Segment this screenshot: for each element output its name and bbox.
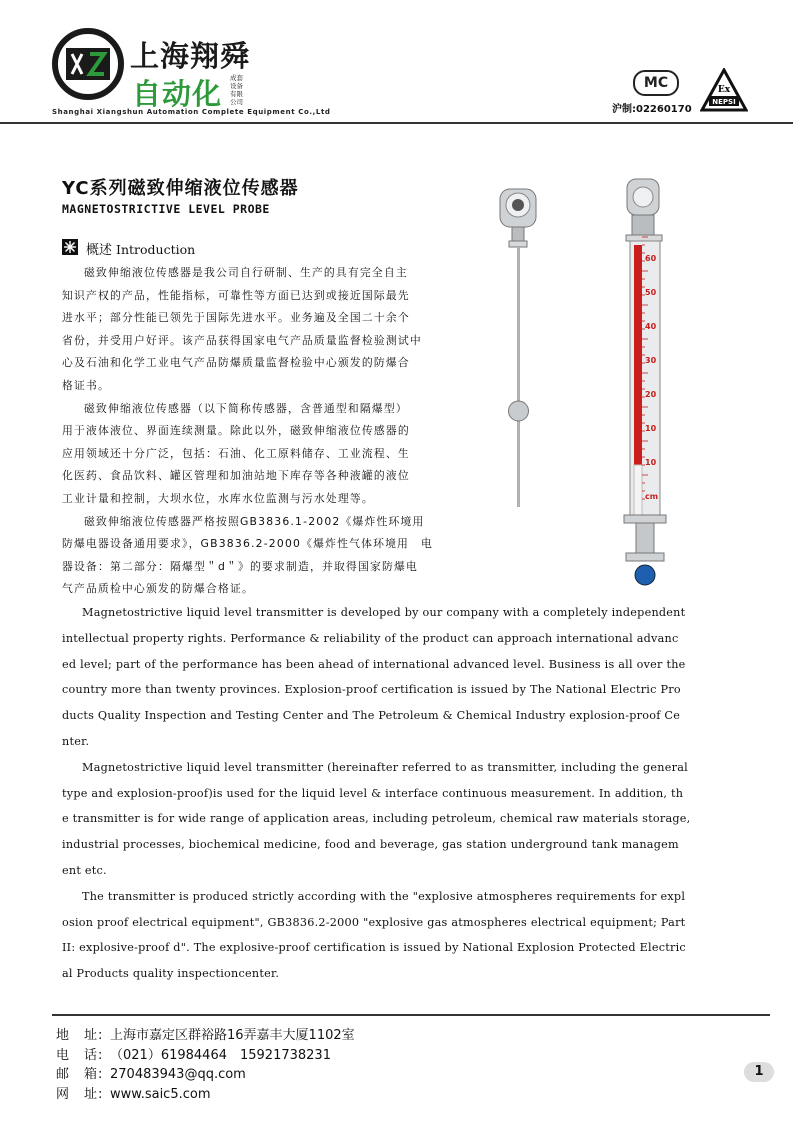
contact-info — [56, 1026, 355, 1104]
gauge-scale-label: 50 — [645, 288, 657, 297]
brand-suffix: 成套 设备 有限 公司 — [230, 74, 243, 106]
magnetic-level-gauge-illustration — [624, 179, 666, 585]
product-title-cn: YC系列磁致伸缩液位传感器 — [62, 178, 299, 199]
brand-english-name: Shanghai Xiangshun Automation Complete Equipment Co.,Ltd — [52, 108, 331, 116]
gauge-scale-label: cm — [645, 492, 659, 501]
ex-nepsi-badge-icon — [700, 68, 748, 112]
intro-text-cn — [62, 262, 442, 601]
company-logo-icon — [52, 28, 124, 100]
header-divider — [0, 122, 793, 124]
en-paragraph-1: Magnetostrictive liquid level transmitter is developed by our company with a completely independent intellectual property rights. Performance & reliability of the product can approach international advanc ed level; part of the performance has been ahead of international advanced level. Business is all over the country more than twenty provinces. Explosion-proof certification is issued by The National Electric Pro ducts Quality Inspection and Testing Center and The Petroleum & Chemical Industry explosion-proof Ce nter. — [62, 606, 686, 748]
gauge-scale-label: 20 — [645, 390, 657, 399]
brand-name-bottom: 自动化 — [132, 77, 223, 111]
footer-divider — [52, 1014, 770, 1016]
cn-paragraph-3: 磁致伸缩液位传感器严格按照GB3836.1-2002《爆炸性环境用 防爆电器设备通用要求》，GB3836.2-2000《爆炸性气体环境用 电 器设备：第二部分：隔爆型＂d＂》的要求制造，并取得国家防爆电 气产品质检中心颁发的防爆合格证。 — [62, 514, 434, 596]
brand-name-top: 上海翔舜 — [130, 39, 251, 73]
gauge-scale-label: 30 — [645, 356, 657, 365]
product-image — [480, 175, 680, 595]
section-heading — [86, 239, 195, 258]
mc-certification-badge: MC — [633, 70, 679, 96]
level-probe-illustration — [500, 189, 536, 507]
gauge-scale-label: 10 — [645, 458, 657, 467]
section-star-icon — [62, 239, 78, 255]
contact-address: 地 址: 上海市嘉定区群裕路16弄嘉丰大厦1102室 — [56, 1028, 355, 1043]
contact-email: 邮 箱: 270483943@qq.com — [56, 1067, 246, 1082]
en-paragraph-2: Magnetostrictive liquid level transmitter (hereinafter referred to as transmitter, including the general type and explosion-proof)is used for the liquid level & interface continuous measurement. In addition, th e transmitter is for wide range of application areas, including petroleum, chemical raw materials storage, industrial processes, biochemical medicine, food and beverage, gas station underground tank managem ent etc. — [62, 760, 691, 877]
gauge-scale-label: 40 — [645, 322, 657, 331]
gauge-scale-label: 10 — [645, 424, 657, 433]
contact-phone: 电 话: （021）61984464 15921738231 — [56, 1047, 331, 1063]
intro-text-en — [62, 600, 734, 987]
cn-paragraph-1: 磁致伸缩液位传感器是我公司自行研制、生产的具有完全自主 知识产权的产品，性能指标，可靠性等方面已达到或接近国际最先 进水平；部分性能已领先于国际先进水平。业务遍及全国二十余个 省份，并受用户好评。该产品获得国家电气产品质量监督检验测试中 心及石油和化学工业电气产品防爆质量监督检验中心颁发的防爆合 格证书。 — [62, 266, 422, 392]
section-heading-cn: 概述 — [86, 243, 113, 258]
page-number: 1 — [744, 1062, 774, 1082]
cn-paragraph-2: 磁致伸缩液位传感器（以下简称传感器，含普通型和隔爆型） 用于液体液位、界面连续测量。除此以外，磁致伸缩液位传感器的 应用领域还十分广泛，包括：石油、化工原料储存、工业流程、生 化医药、食品饮料、罐区管理和加油站地下库存等各种液罐的液位 工业计量和控制，大坝水位，水库水位监测与污水处理等。 — [62, 401, 410, 505]
license-number: 沪制:02260170 — [612, 104, 692, 115]
gauge-scale-label: 60 — [645, 254, 657, 263]
ex-badge-bottom-text: NEPSI — [712, 98, 736, 106]
contact-website: 网 址: www.saic5.com — [56, 1086, 211, 1102]
ex-badge-top-text: Ex — [717, 85, 731, 95]
section-heading-en: Introduction — [116, 242, 196, 257]
product-title-en: MAGNETOSTRICTIVE LEVEL PROBE — [62, 202, 270, 216]
en-paragraph-3: The transmitter is produced strictly according with the "explosive atmospheres requirements for expl osion proof electrical equipment", GB3836.2-2000 "explosive gas atmospheres electrical equipment; Part II: explosive-proof d". The explosive-proof certification is issued by National Explosion Protected Electric al Products quality inspectioncenter. — [62, 889, 686, 981]
